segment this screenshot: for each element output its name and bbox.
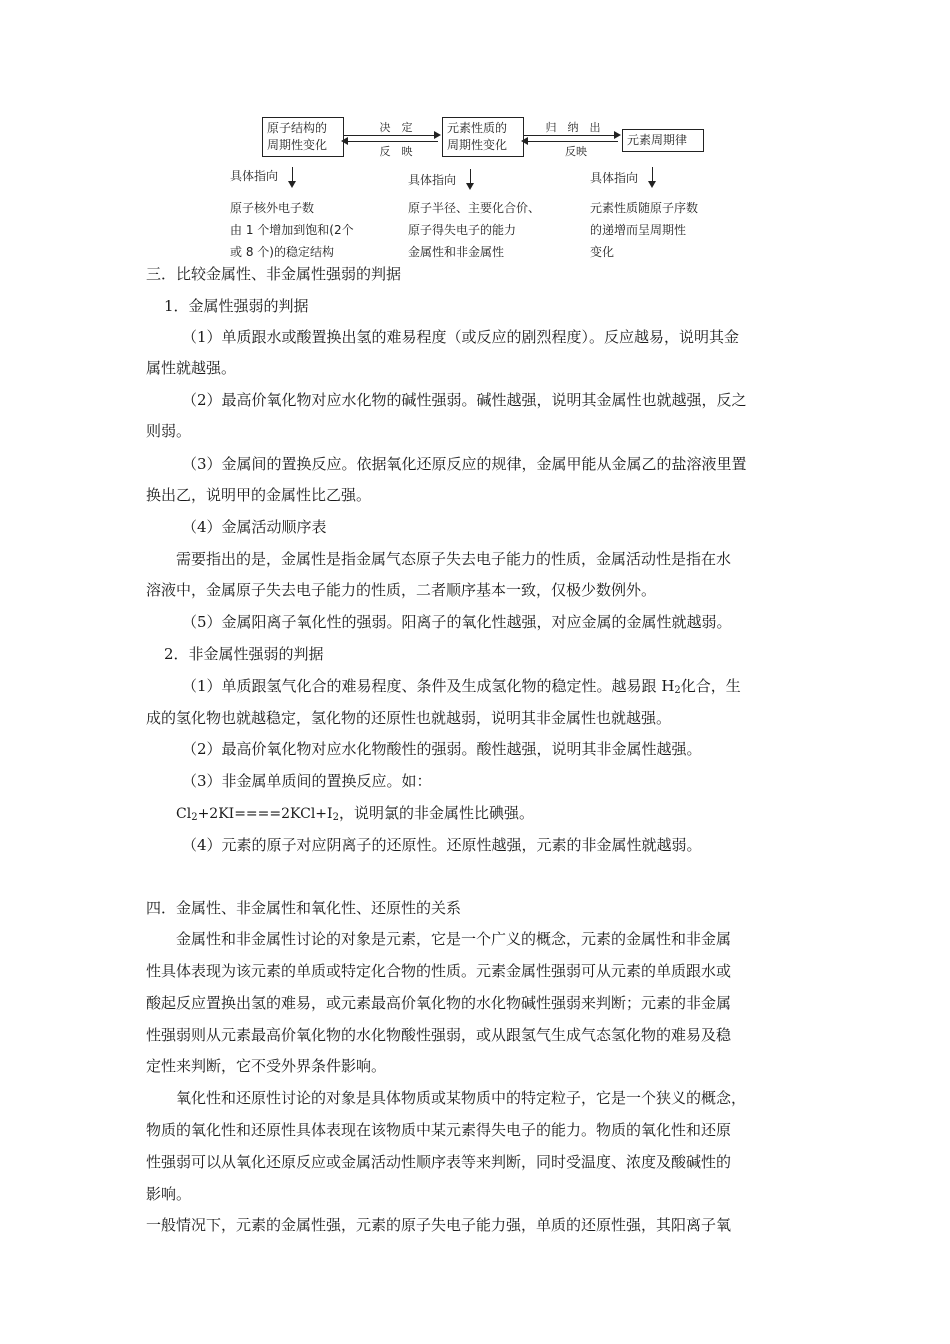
specific-label-3: 具体指向	[590, 171, 639, 185]
description-2	[408, 197, 540, 263]
arrow2-right-line	[524, 135, 616, 136]
text-line: 一般情况下，元素的金属性强，元素的原子失电子能力强，单质的还原性强，其阳离子氧	[146, 1216, 732, 1234]
text-line: 则弱。	[146, 422, 192, 440]
subheading-nonmetal-criteria: 2．非金属性强弱的判据	[164, 645, 324, 663]
desc3-line3: 变化	[590, 245, 615, 259]
text-line: 氧化性和还原性讨论的对象是具体物质或某物质中的特定粒子，它是一个狭义的概念，	[176, 1089, 747, 1107]
text-line: 定性来判断，它不受外界条件影响。	[146, 1057, 387, 1075]
specific-label-1: 具体指向	[230, 169, 279, 183]
description-3	[590, 197, 698, 263]
box1-line2: 周期性变化	[267, 138, 328, 152]
arrow1-bottom-label: 反 映	[379, 145, 413, 158]
down-head-3	[648, 181, 656, 188]
text-fragment: （1）单质跟氢气化合的难易程度、条件及生成氢化物的稳定性。越易跟 H	[182, 677, 675, 695]
text-line: 影响。	[146, 1185, 192, 1203]
text-line: 需要指出的是，金属性是指金属气态原子失去电子能力的性质，金属活动性是指在水	[176, 550, 732, 568]
text-fragment: 化合，生	[680, 677, 741, 695]
text-line: 换出乙，说明甲的金属性比乙强。	[146, 486, 372, 504]
desc2-line1: 原子半径、主要化合价、	[408, 201, 541, 215]
equation-fragment: +2KI====2KCl+I	[197, 806, 333, 822]
arrow2-bottom-label: 反映	[565, 145, 587, 158]
box2-line1: 元素性质的	[447, 121, 508, 135]
arrow1-left-head	[341, 137, 348, 145]
desc3-line1: 元素性质随原子序数	[590, 201, 699, 215]
box1-line1: 原子结构的	[267, 121, 328, 135]
box3-label: 元素周期律	[627, 133, 688, 147]
periodic-law-diagram	[230, 113, 718, 263]
element-property-box	[442, 117, 524, 157]
text-line: （1）单质跟水或酸置换出氢的难易程度（或反应的剧烈程度）。反应越易，说明其金	[182, 328, 740, 346]
equation-line	[176, 803, 534, 824]
text-line: （2）最高价氧化物对应水化物的碱性强弱。碱性越强，说明其金属性也就越强，反之	[182, 391, 747, 409]
arrow2-right-head	[614, 131, 621, 139]
down-head-1	[288, 181, 296, 188]
box2-line2: 周期性变化	[447, 138, 508, 152]
desc1-line1: 原子核外电子数	[230, 201, 315, 215]
desc2-line2: 原子得失电子的能力	[408, 223, 517, 237]
subheading-metal-criteria: 1．金属性强弱的判据	[164, 297, 309, 315]
desc3-line2: 的递增而呈周期性	[590, 223, 687, 237]
arrow2-left-head	[521, 137, 528, 145]
arrow2-left-line	[526, 141, 618, 142]
arrow1-right-head	[434, 131, 441, 139]
subscript: 2	[674, 685, 681, 696]
arrow1-right-line	[344, 135, 436, 136]
text-line-with-subscript	[182, 676, 741, 696]
text-line: （3）金属间的置换反应。依据氧化还原反应的规律，金属甲能从金属乙的盐溶液里置	[182, 455, 747, 473]
desc1-line3: 或 8 个)的稳定结构	[230, 245, 334, 259]
text-line: （3）非金属单质间的置换反应。如：	[182, 772, 432, 790]
arrow1-left-line	[346, 141, 438, 142]
text-line: 属性就越强。	[146, 359, 237, 377]
description-1	[230, 197, 354, 263]
text-line: 成的氢化物也就越稳定，氢化物的还原性也就越弱，说明其非金属性也就越强。	[146, 709, 672, 727]
arrow2-top-label: 归 纳 出	[545, 121, 601, 134]
desc2-line3: 金属性和非金属性	[408, 245, 505, 259]
text-fragment: ，说明氯的非金属性比碘强。	[338, 804, 534, 822]
section-heading-4: 四．金属性、非金属性和氧化性、还原性的关系	[146, 899, 462, 917]
text-line: （4）金属活动顺序表	[182, 518, 327, 536]
subscript: 2	[191, 812, 198, 823]
section-heading-3: 三．比较金属性、非金属性强弱的判据	[146, 265, 402, 283]
text-line: 性强弱则从元素最高价氧化物的水化物酸性强弱，或从跟氢气生成气态氢化物的难易及稳	[146, 1026, 732, 1044]
periodic-law-box	[622, 129, 704, 152]
atomic-structure-box	[262, 117, 344, 157]
arrow1-top-label: 决 定	[379, 121, 413, 134]
text-line: 物质的氧化性和还原性具体表现在该物质中某元素得失电子的能力。物质的氧化性和还原	[146, 1121, 732, 1139]
text-line: 酸起反应置换出氢的难易，或元素最高价氧化物的水化物碱性强弱来判断；元素的非金属	[146, 994, 732, 1012]
desc1-line2: 由 1 个增加到饱和(2个	[230, 223, 354, 237]
text-line: （2）最高价氧化物对应水化物酸性的强弱。酸性越强，说明其非金属性越强。	[182, 740, 702, 758]
text-line: 金属性和非金属性讨论的对象是元素，它是一个广义的概念，元素的金属性和非金属	[176, 930, 732, 948]
equation-fragment: Cl	[176, 806, 192, 822]
text-line: （4）元素的原子对应阴离子的还原性。还原性越强，元素的非金属性就越弱。	[182, 836, 702, 854]
text-line: 性具体表现为该元素的单质或特定化合物的性质。元素金属性强弱可从元素的单质跟水或	[146, 962, 732, 980]
down-head-2	[466, 183, 474, 190]
text-line: 溶液中，金属原子失去电子能力的性质，二者顺序基本一致，仅极少数例外。	[146, 581, 657, 599]
subscript: 2	[332, 812, 339, 823]
specific-label-2: 具体指向	[408, 173, 457, 187]
text-line: 性强弱可以从氧化还原反应或金属活动性顺序表等来判断，同时受温度、浓度及酸碱性的	[146, 1153, 732, 1171]
text-line: （5）金属阳离子氧化性的强弱。阳离子的氧化性越强，对应金属的金属性就越弱。	[182, 613, 732, 631]
